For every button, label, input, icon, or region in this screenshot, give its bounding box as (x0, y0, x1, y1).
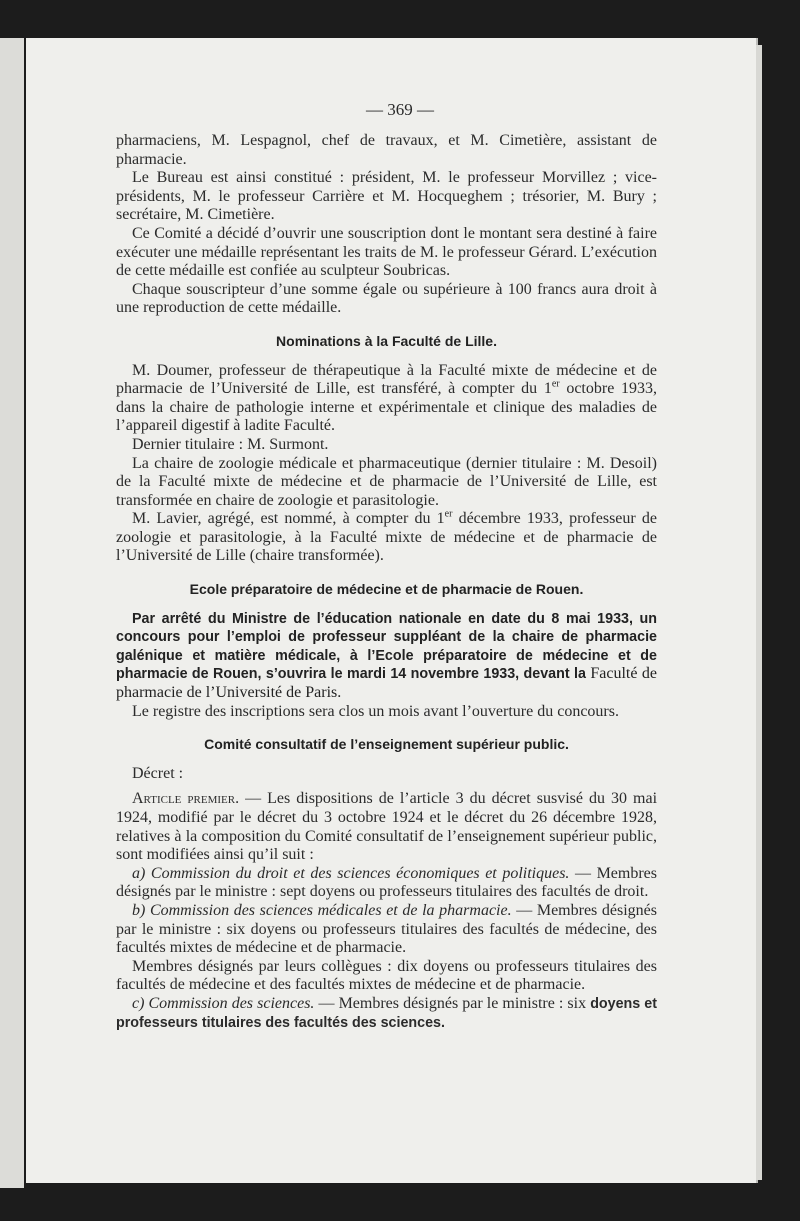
paragraph: La chaire de zoologie médicale et pharmaceutique (dernier titulaire : M. Desoil) de la Faculté mixte de médecine et de pharmacie de l’Université de Lille, est transformée en chaire de zoologie et parasitologie. (116, 454, 657, 509)
paragraph: b) Commission des sciences médicales et de la pharmacie. — Membres désignés par le ministre : six doyens ou professeurs titulaires des facultés de médecine, des facultés mixtes de médecine et de pharmacie. (116, 901, 657, 957)
section-heading-lille: Nominations à la Faculté de Lille. (276, 332, 497, 349)
paragraph: Par arrêté du Ministre de l’éducation nationale en date du 8 mai 1933, un concours pour l’emploi de professeur suppléant de la chaire de pharmacie galénique et matière médicale, à l’Ecole préparatoire de médecine et de pharmacie de Rouen, s’ouvrira le mardi 14 novembre 1933, devant la Faculté de pharmacie de l’Université de Paris. (116, 610, 658, 702)
paragraph: Le Bureau est ainsi constitué : président, M. le professeur Morvillez ; vice-présidents, M. le professeur Carrière et M. Hocqueghem ; trésorier, M. Bury ; secrétaire, M. Cimetière. (116, 169, 657, 224)
previous-page-edge (0, 38, 24, 1188)
section-heading-comite: Comité consultatif de l’enseignement supérieur public. (204, 736, 569, 753)
paragraph: pharmaciens, M. Lespagnol, chef de travaux, et M. Cimetière, assistant de pharmacie. (116, 132, 657, 168)
paragraph: M. Lavier, agrégé, est nommé, à compter du 1er décembre 1933, professeur de zoologie et parasitologie, à la Faculté mixte de médecine et de pharmacie de l’Université de Lille (chaire transformée). (116, 508, 658, 565)
paragraph: M. Doumer, professeur de thérapeutique à la Faculté mixte de médecine et de pharmacie de l’Université de Lille, est transféré, à compter du 1er octobre 1933, dans la chaire de pathologie interne et expérimentale et clinique des maladies de l’appareil digestif à ladite Faculté. (116, 361, 658, 435)
page-number: — 369 — (366, 100, 434, 119)
paragraph: c) Commission des sciences. — Membres désignés par le ministre : six doyens et professeurs titulaires des facultés des sciences. (116, 994, 658, 1031)
paragraph: Ce Comité a décidé d’ouvrir une souscription dont le montant sera destiné à faire exécuter une médaille représentant les traits de M. le professeur Gérard. L’exécution de cette médaille est confiée au sculpteur Soubricas. (116, 224, 657, 280)
section-heading-rouen: Ecole préparatoire de médecine et de pharmacie de Rouen. (189, 581, 584, 598)
paragraph: Le registre des inscriptions sera clos un mois avant l’ouverture du concours. (132, 702, 619, 720)
decree-label: Décret : (132, 764, 184, 782)
page-stack-edge (756, 45, 762, 1180)
page-body (116, 132, 657, 1032)
paragraph: Article premier. — Les dispositions de l’article 3 du décret susvisé du 30 mai 1924, modifié par le décret du 3 octobre 1924 et le décret du 26 décembre 1928, relatives à la composition du Comité consultatif de l’enseignement supérieur public, sont modifiées ainsi qu’il suit : (116, 790, 658, 864)
paragraph: Membres désignés par leurs collègues : dix doyens ou professeurs titulaires des facultés de médecine et des facultés mixtes de médecine et de pharmacie. (116, 957, 657, 994)
paragraph: Dernier titulaire : M. Surmont. (132, 435, 329, 453)
paragraph: a) Commission du droit et des sciences économiques et politiques. — Membres désignés par le ministre : sept doyens ou professeurs titulaires des facultés de droit. (116, 864, 657, 901)
paragraph: Chaque souscripteur d’une somme égale ou supérieure à 100 francs aura droit à une reproduction de cette médaille. (116, 280, 657, 317)
